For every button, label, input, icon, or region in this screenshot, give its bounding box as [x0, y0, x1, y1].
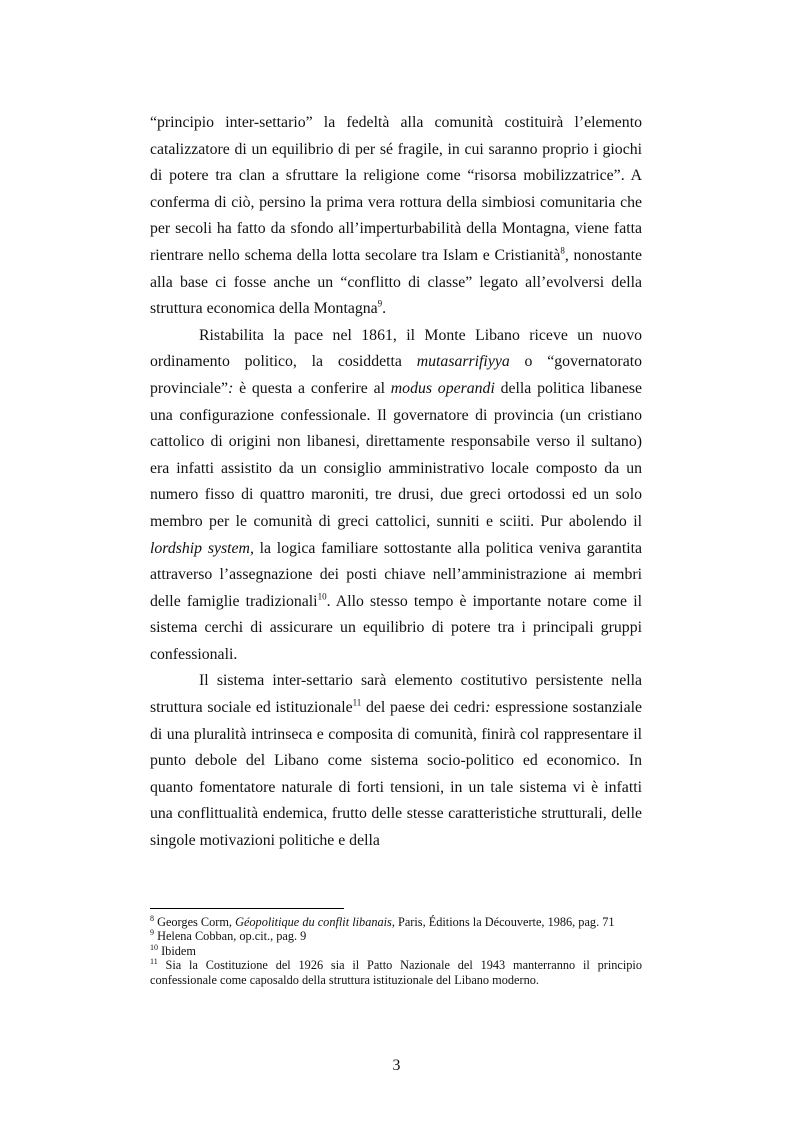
footnote-8-number: 8 [150, 913, 154, 923]
paragraph-1-text-a: “principio inter-settario” la fedeltà alla comunità costituirà l’elemento catalizzatore di un equilibrio di per sé fragile, in cui saranno proprio i giochi di potere tra clan a sfruttare la religione come “risorsa mobilizzatrice”. A conferma di ciò, persino la prima vera rottura della simbiosi comunitaria che per secoli ha fatto da sfondo all’imperturbabilità della Montagna, viene fatta rientrare nello schema della lotta secolare tra Islam e Cristianità [150, 114, 642, 264]
paragraph-2-text-f: . Allo stesso tempo è importante notare come il sistema cerchi di assicurare un equilibrio di potere tra i principali gruppi confessionali. [150, 592, 642, 663]
footnote-ref-9: 9 [377, 298, 383, 309]
term-lordship-system: lordship system, [150, 539, 254, 557]
footnote-10-text: Ibidem [158, 943, 196, 958]
paragraph-2-colon: : [228, 379, 234, 397]
paragraph-3-text-b: del paese dei cedri [361, 699, 486, 717]
term-modus-operandi: modus operandi [390, 379, 495, 397]
paragraph-3 [150, 668, 642, 854]
footnote-ref-8: 8 [560, 245, 565, 256]
paragraph-3-text-a: Il sistema inter-settario sarà elemento costitutivo persistente nella struttura sociale ed istituzionale [150, 672, 642, 717]
paragraph-2-text-b: o “governatorato provinciale” [150, 353, 642, 397]
footnote-8 [150, 915, 642, 929]
footnote-8-publication: , Paris, Éditions la Découverte, 1986, pag. 71 [391, 915, 615, 929]
footnote-ref-10: 10 [317, 591, 327, 602]
paragraph-1 [150, 110, 642, 323]
footnote-8-title: Géopolitique du conflit libanais [235, 915, 392, 929]
paragraph-2-text-a: Ristabilita la pace nel 1861, il Monte Libano riceve un nuovo ordinamento politico, la cosiddetta [150, 326, 642, 371]
paragraph-2-text-e: la logica familiare sottostante alla politica veniva garantita attraverso l’assegnazione dei posti chiave nell’amministrazione ai membri delle famiglie tradizionali [150, 539, 643, 610]
footnote-9-text: Helena Cobban, op.cit., pag. 9 [154, 929, 307, 944]
paragraph-2-text-c: è questa a conferire al [233, 379, 391, 397]
footnote-10-number: 10 [150, 942, 158, 952]
footnote-10 [150, 944, 642, 958]
body-text [150, 110, 642, 855]
paragraph-3-text-c: espressione sostanziale di una pluralità intrinseca e composita di comunità, finirà col rappresentare il punto debole del Libano come sistema socio-politico ed economico. In quanto fomentatore naturale di forti tensioni, in un tale sistema vi è infatti una conflittualità endemica, frutto delle stesse caratteristiche strutturali, delle singole motivazioni politiche e della [150, 699, 642, 850]
footnotes [150, 915, 642, 987]
footnote-11 [150, 958, 642, 987]
footnote-11-text: Sia la Costituzione del 1926 sia il Patto Nazionale del 1943 manterranno il principio confessionale come caposaldo della struttura istituzionale del Libano moderno. [150, 958, 642, 987]
footnote-9 [150, 929, 642, 943]
term-mutasarrifiyya: mutasarrifiyya [416, 353, 510, 371]
footnote-separator [150, 908, 344, 909]
page-number: 3 [392, 1057, 401, 1074]
paragraph-2 [150, 323, 642, 669]
footnote-ref-11: 11 [352, 697, 362, 708]
paragraph-2-text-d: della politica libanese una configurazione confessionale. Il governatore di provincia (un cristiano cattolico di origini non libanesi, direttamente responsabile verso il sultano) era infatti assistito da un consiglio amministrativo locale composto da un numero fisso di quattro maroniti, tre drusi, due greci ortodossi ed un solo membro per le comunità di greci cattolici, sunniti e sciiti. Pur abolendo il [150, 379, 642, 530]
footnote-11-number: 11 [150, 957, 158, 967]
footnote-8-author: Georges Corm, [154, 915, 236, 929]
footnote-9-number: 9 [150, 928, 154, 938]
paragraph-1-text-b: , nonostante alla base ci fosse anche un “conflitto di classe” legato all’evolversi della struttura economica della Montagna [150, 246, 642, 318]
paragraph-1-text-c: . [382, 300, 387, 318]
paragraph-3-colon: : [485, 699, 491, 717]
